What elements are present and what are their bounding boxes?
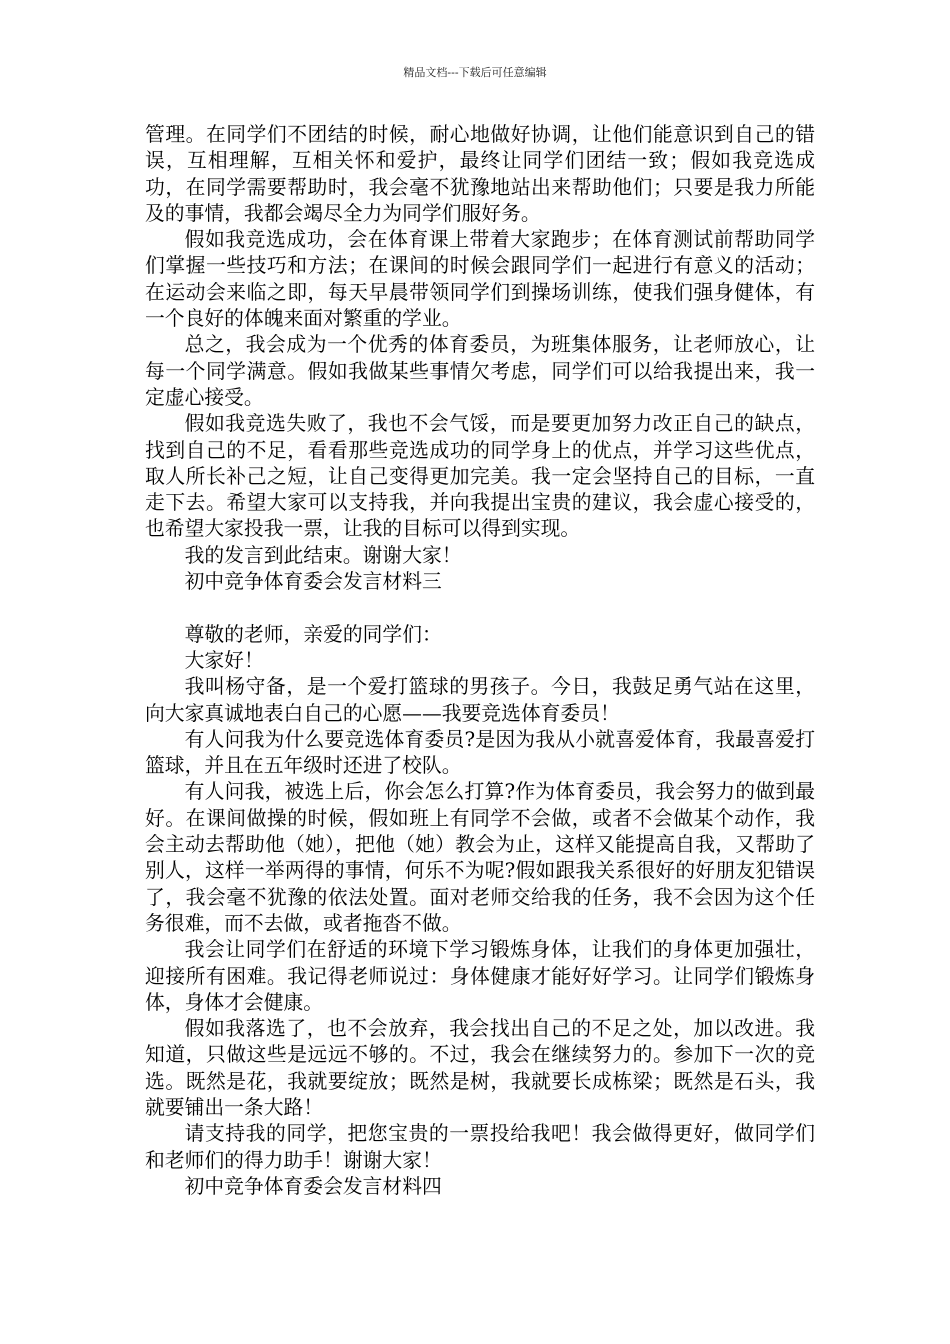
section-title: 初中竞争体育委会发言材料三 [184,570,442,594]
paragraph: 假如我竞选失败了，我也不会气馁，而是要更加努力改正自己的缺点，找到自己的不足，看看那些竞选成功的同学身上的优点，并学习这些优点，取人所长补己之短，让自己变得更加完美。我一定会坚持自己的目标，一直走下去。希望大家可以支持我，并向我提出宝贵的建议，我会虚心接受的，也希望大家投我一票，让我的目标可以得到实现。 [145,412,815,541]
paragraph: 假如我竞选成功，会在体育课上带着大家跑步；在体育测试前帮助同学们掌握一些技巧和方法；在课间的时候会跟同学们一起进行有意义的活动；在运动会来临之即，每天早晨带领同学们到操场训练，使我们强身健体，有一个良好的体魄来面对繁重的学业。 [145,228,815,331]
salutation: 尊敬的老师，亲爱的同学们： [184,622,442,646]
paragraph: 有人问我，被选上后，你会怎么打算?作为体育委员，我会努力的做到最好。在课间做操的时候，假如班上有同学不会做，或者不会做某个动作，我会主动去帮助他（她），把他（她）教会为止，这样又能提高自我，又帮助了别人，这样一举两得的事情，何乐不为呢?假如跟我关系很好的好朋友犯错误了，我会毫不犹豫的依法处置。面对老师交给我的任务，我不会因为这个任务很难，而不去做，或者拖沓不做。 [145,780,815,935]
paragraph: 管理。在同学们不团结的时候，耐心地做好协调，让他们能意识到自己的错误，互相理解，互相关怀和爱护，最终让同学们团结一致；假如我竞选成功，在同学需要帮助时，我会毫不犹豫地站出来帮助他们；只要是我力所能及的事情，我都会竭尽全力为同学们服好务。 [145,123,815,225]
page-header: 精品文档---下载后可任意编辑 [403,66,547,79]
paragraph: 我会让同学们在舒适的环境下学习锻炼身体，让我们的身体更加强壮，迎接所有困难。我记得老师说过：身体健康才能好好学习。让同学们锻炼身体，身体才会健康。 [145,938,815,1014]
paragraph: 请支持我的同学，把您宝贵的一票投给我吧！我会做得更好，做同学们和老师们的得力助手！谢谢大家！ [145,1122,815,1172]
document-body [145,122,815,1200]
paragraph: 我叫杨守备，是一个爱打篮球的男孩子。今日，我鼓足勇气站在这里，向大家真诚地表白自己的心愿——我要竞选体育委员！ [145,675,815,725]
greeting: 大家好！ [184,648,264,672]
paragraph: 有人问我为什么要竞选体育委员?是因为我从小就喜爱体育，我最喜爱打篮球，并且在五年级时还进了校队。 [145,727,815,778]
paragraph: 总之，我会成为一个优秀的体育委员，为班集体服务，让老师放心，让每一个同学满意。假如我做某些事情欠考虑，同学们可以给我提出来，我一定虚心接受。 [145,333,815,409]
blank-line [145,595,815,621]
paragraph: 假如我落选了，也不会放弃，我会找出自己的不足之处，加以改进。我知道，只做这些是远远不够的。不过，我会在继续努力的。参加下一次的竞选。既然是花，我就要绽放；既然是树，我就要长成栋梁；既然是石头，我就要铺出一条大路！ [145,1017,815,1119]
section-title: 初中竞争体育委会发言材料四 [184,1174,442,1198]
paragraph: 我的发言到此结束。谢谢大家！ [184,543,462,567]
